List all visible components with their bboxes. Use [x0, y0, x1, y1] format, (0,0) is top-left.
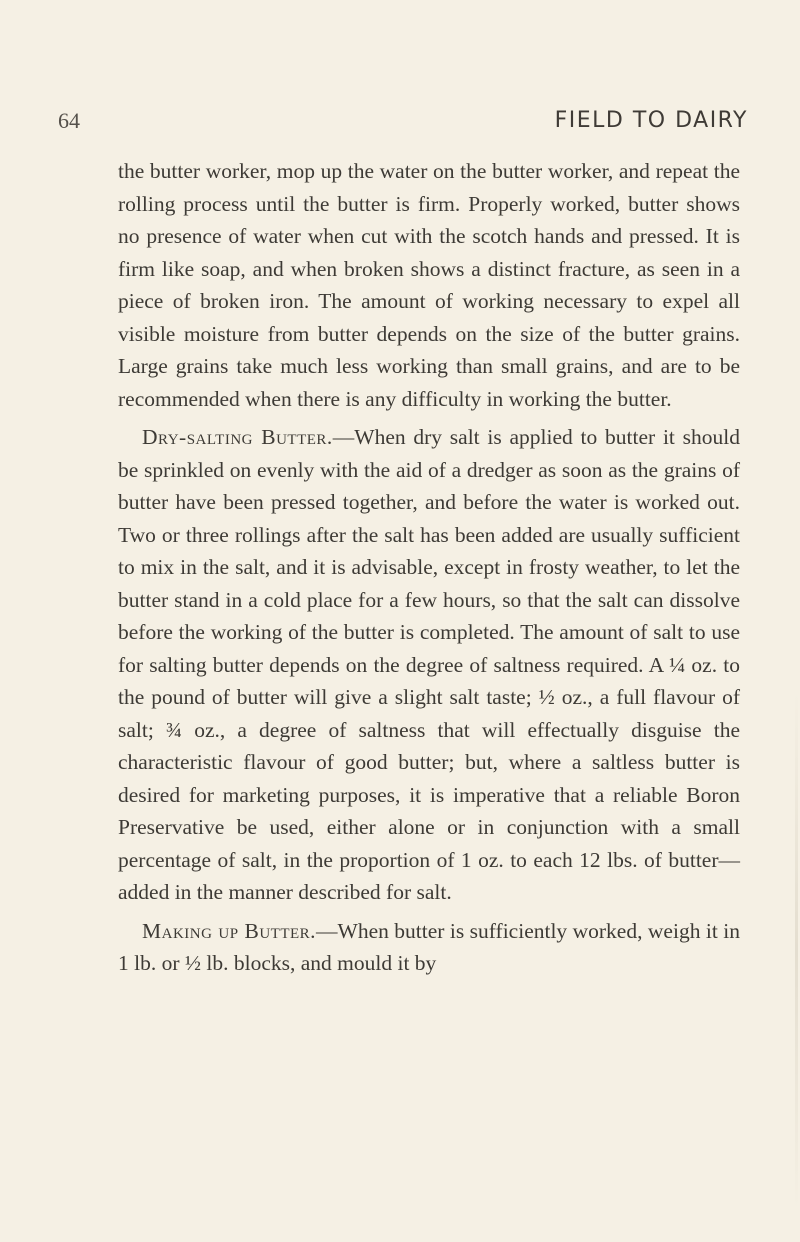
paragraph-dry-salting	[118, 421, 740, 909]
paragraph-making-up	[118, 915, 740, 980]
section-heading-dry-salting: Dry-salting Butter.	[142, 425, 333, 449]
running-head	[58, 108, 748, 144]
running-title: FIELD TO DAIRY	[554, 108, 748, 133]
paragraph-text: —When butter is sufficiently worked, weigh it in 1 lb. or ½ lb. blocks, and mould it by	[118, 918, 740, 975]
page-edge-shadow	[795, 690, 798, 1210]
section-heading-making-up: Making up Butter.	[142, 918, 317, 943]
paragraph-text: —When dry salt is applied to butter it should be sprinkled on evenly with the aid of a dredger as soon as the grains of butter have been pressed together, and before the water is worked out. Two or three rollings after the salt has been added are usually sufficient to mix in the salt, and it is advisable, except in frosty weather, to let the butter stand in a cold place for a few hours, so that the salt can dissolve before the working of the butter is completed. The amount of salt to use for salting butter depends on the degree of saltness required. A ¼ oz. to the pound of butter will give a slight salt taste; ½ oz., a full flavour of salt; ¾ oz., a degree of saltness that will effectually disguise the characteristic flavour of good butter; but, where a saltless butter is desired for marketing purposes, it is imperative that a reliable Boron Preservative be used, either alone or in conjunction with a small percentage of salt, in the proportion of 1 oz. to each 12 lbs. of butter—added in the manner described for salt.	[118, 425, 740, 904]
paragraph-text: the butter worker, mop up the water on the butter worker, and repeat the rolling process until the butter is firm. Properly worked, butter shows no presence of water when cut with the scotch hands and pressed. It is firm like soap, and when broken shows a distinct fracture, as seen in a piece of broken iron. The amount of working necessary to expel all visible moisture from butter depends on the size of the butter grains. Large grains take much less working than small grains, and are to be recommended when there is any difficulty in working the butter.	[118, 159, 740, 411]
body-text	[118, 155, 740, 980]
page-number: 64	[58, 108, 80, 133]
paragraph-butter-working	[118, 155, 740, 415]
